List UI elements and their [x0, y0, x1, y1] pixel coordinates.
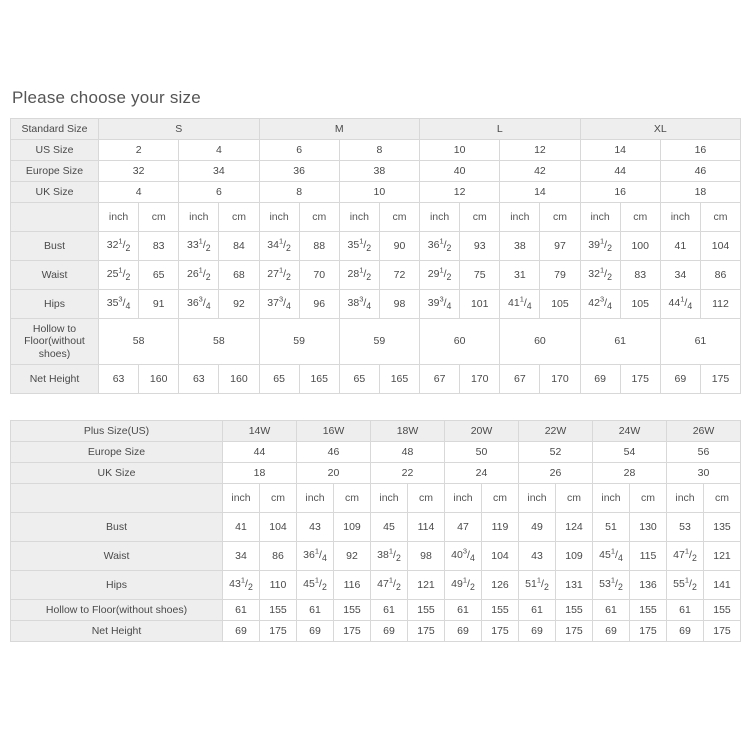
unit-cell: cm [219, 203, 259, 232]
cell: 175 [704, 621, 741, 642]
cell: $35^3/_4$ [99, 290, 139, 319]
cell: 10 [420, 140, 500, 161]
cell: $36^3/_4$ [179, 290, 219, 319]
cell: 26 [519, 463, 593, 484]
cell: 155 [556, 600, 593, 621]
cell: $33^1/_2$ [179, 232, 219, 261]
cell: 141 [704, 571, 741, 600]
cell: 175 [630, 621, 667, 642]
cell: 61 [667, 600, 704, 621]
cell: $38^3/_4$ [339, 290, 379, 319]
row-label-plus-uk-size: UK Size [11, 463, 223, 484]
table-row-hips [11, 290, 741, 319]
cell: 32 [99, 161, 179, 182]
cell: 130 [630, 513, 667, 542]
cell: 155 [334, 600, 371, 621]
table-row-plus-bust [11, 513, 741, 542]
cell: 65 [139, 261, 179, 290]
cell: 12 [420, 182, 500, 203]
cell: 165 [379, 365, 419, 394]
cell: 155 [704, 600, 741, 621]
cell: 6 [179, 182, 259, 203]
cell: 8 [339, 140, 419, 161]
cell: $55^1/_2$ [667, 571, 704, 600]
cell: $40^3/_4$ [445, 542, 482, 571]
cell: 69 [580, 365, 620, 394]
cell: 43 [519, 542, 556, 571]
cell: 63 [99, 365, 139, 394]
cell: 135 [704, 513, 741, 542]
cell: 6 [259, 140, 339, 161]
cell: 175 [700, 365, 740, 394]
cell: 69 [445, 621, 482, 642]
table-row-plus-europe-size [11, 442, 741, 463]
size-group-20w: 20W [445, 421, 519, 442]
table-row-uk-size [11, 182, 741, 203]
unit-cell: inch [519, 484, 556, 513]
unit-cell: inch [259, 203, 299, 232]
cell: 46 [660, 161, 740, 182]
cell: 58 [179, 319, 259, 365]
plus-size-table [10, 420, 741, 642]
cell: 20 [297, 463, 371, 484]
unit-cell: inch [593, 484, 630, 513]
cell: 69 [223, 621, 260, 642]
cell: 61 [223, 600, 260, 621]
cell: 104 [700, 232, 740, 261]
cell: 109 [556, 542, 593, 571]
cell: 104 [482, 542, 519, 571]
cell: 59 [339, 319, 419, 365]
size-group-18w: 18W [371, 421, 445, 442]
cell: 100 [620, 232, 660, 261]
table-row-plus-units [11, 484, 741, 513]
table-row-plus-hollow-to-floor [11, 600, 741, 621]
cell: 92 [219, 290, 259, 319]
cell: 92 [334, 542, 371, 571]
cell: 101 [460, 290, 500, 319]
cell: 91 [139, 290, 179, 319]
cell: 54 [593, 442, 667, 463]
cell: 84 [219, 232, 259, 261]
cell: 34 [223, 542, 260, 571]
cell: 24 [445, 463, 519, 484]
cell: 14 [580, 140, 660, 161]
cell: 121 [704, 542, 741, 571]
cell: 175 [620, 365, 660, 394]
cell: $41^1/_4$ [500, 290, 540, 319]
cell: 61 [445, 600, 482, 621]
unit-cell: inch [223, 484, 260, 513]
cell: 4 [99, 182, 179, 203]
cell: 10 [339, 182, 419, 203]
cell: 65 [339, 365, 379, 394]
cell: 67 [420, 365, 460, 394]
cell: $49^1/_2$ [445, 571, 482, 600]
cell: 83 [139, 232, 179, 261]
cell: $43^1/_2$ [223, 571, 260, 600]
plus-size-table-body [11, 421, 741, 642]
cell: 41 [223, 513, 260, 542]
cell: 124 [556, 513, 593, 542]
cell: $42^3/_4$ [580, 290, 620, 319]
page-title: Please choose your size [12, 88, 201, 107]
unit-cell: inch [580, 203, 620, 232]
cell: 56 [667, 442, 741, 463]
row-label-plus-bust: Bust [11, 513, 223, 542]
cell: 50 [445, 442, 519, 463]
cell: 52 [519, 442, 593, 463]
cell: $47^1/_2$ [667, 542, 704, 571]
cell: 12 [500, 140, 580, 161]
unit-cell: cm [460, 203, 500, 232]
unit-cell: cm [556, 484, 593, 513]
unit-cell: cm [334, 484, 371, 513]
table-row-waist [11, 261, 741, 290]
cell: 36 [259, 161, 339, 182]
cell: 90 [379, 232, 419, 261]
cell: $45^1/_2$ [297, 571, 334, 600]
cell: 175 [408, 621, 445, 642]
cell: 61 [660, 319, 740, 365]
cell: 51 [593, 513, 630, 542]
cell: 60 [500, 319, 580, 365]
cell: $35^1/_2$ [339, 232, 379, 261]
unit-cell: cm [482, 484, 519, 513]
cell: 61 [371, 600, 408, 621]
unit-cell: inch [297, 484, 334, 513]
cell: 136 [630, 571, 667, 600]
cell: 69 [667, 621, 704, 642]
cell: $47^1/_2$ [371, 571, 408, 600]
cell: 93 [460, 232, 500, 261]
cell: 109 [334, 513, 371, 542]
cell: 155 [482, 600, 519, 621]
cell: 34 [179, 161, 259, 182]
unit-cell: inch [500, 203, 540, 232]
table-row-plus-net-height [11, 621, 741, 642]
table-separator [10, 394, 740, 420]
cell: $32^1/_2$ [99, 232, 139, 261]
cell: $38^1/_2$ [371, 542, 408, 571]
cell: 126 [482, 571, 519, 600]
cell: 160 [219, 365, 259, 394]
row-label-units [11, 203, 99, 232]
cell: 155 [260, 600, 297, 621]
unit-cell: cm [630, 484, 667, 513]
cell: 116 [334, 571, 371, 600]
table-row-plus-uk-size [11, 463, 741, 484]
cell: 69 [660, 365, 700, 394]
cell: 8 [259, 182, 339, 203]
cell: $34^1/_2$ [259, 232, 299, 261]
cell: $26^1/_2$ [179, 261, 219, 290]
cell: 63 [179, 365, 219, 394]
table-row-plus-hips [11, 571, 741, 600]
cell: 97 [540, 232, 580, 261]
cell: 112 [700, 290, 740, 319]
row-label-plus-waist: Waist [11, 542, 223, 571]
cell: 53 [667, 513, 704, 542]
cell: 155 [630, 600, 667, 621]
cell: 34 [660, 261, 700, 290]
cell: 165 [299, 365, 339, 394]
cell: 59 [259, 319, 339, 365]
cell: $37^3/_4$ [259, 290, 299, 319]
cell: 44 [223, 442, 297, 463]
cell: 79 [540, 261, 580, 290]
standard-size-table [10, 118, 741, 394]
cell: 61 [593, 600, 630, 621]
size-group-26w: 26W [667, 421, 741, 442]
cell: 22 [371, 463, 445, 484]
cell: 31 [500, 261, 540, 290]
cell: 4 [179, 140, 259, 161]
cell: 49 [519, 513, 556, 542]
table-row-plus-size-groups [11, 421, 741, 442]
row-label-plus-units [11, 484, 223, 513]
cell: 60 [420, 319, 500, 365]
cell: $44^1/_4$ [660, 290, 700, 319]
cell: 42 [500, 161, 580, 182]
cell: 155 [408, 600, 445, 621]
unit-cell: inch [667, 484, 704, 513]
unit-cell: cm [620, 203, 660, 232]
unit-cell: inch [179, 203, 219, 232]
size-group-14w: 14W [223, 421, 297, 442]
corner-label-standard: Standard Size [11, 119, 99, 140]
unit-cell: cm [704, 484, 741, 513]
cell: 58 [99, 319, 179, 365]
row-label-plus-hips: Hips [11, 571, 223, 600]
size-group-s: S [99, 119, 260, 140]
cell: 43 [297, 513, 334, 542]
cell: 18 [660, 182, 740, 203]
cell: 61 [297, 600, 334, 621]
size-group-xl: XL [580, 119, 741, 140]
cell: 170 [540, 365, 580, 394]
cell: 70 [299, 261, 339, 290]
row-label-uk-size: UK Size [11, 182, 99, 203]
cell: $36^1/_2$ [420, 232, 460, 261]
cell: 38 [500, 232, 540, 261]
row-label-plus-net-height: Net Height [11, 621, 223, 642]
cell: 41 [660, 232, 700, 261]
size-group-l: L [420, 119, 581, 140]
cell: 88 [299, 232, 339, 261]
cell: 69 [519, 621, 556, 642]
cell: 98 [379, 290, 419, 319]
standard-size-table-body [11, 119, 741, 394]
cell: 105 [620, 290, 660, 319]
cell: 30 [667, 463, 741, 484]
size-group-16w: 16W [297, 421, 371, 442]
unit-cell: inch [420, 203, 460, 232]
cell: 44 [580, 161, 660, 182]
cell: 48 [371, 442, 445, 463]
cell: 69 [593, 621, 630, 642]
cell: $28^1/_2$ [339, 261, 379, 290]
cell: 110 [260, 571, 297, 600]
size-group-22w: 22W [519, 421, 593, 442]
cell: 47 [445, 513, 482, 542]
cell: 68 [219, 261, 259, 290]
cell: 131 [556, 571, 593, 600]
cell: 45 [371, 513, 408, 542]
cell: 86 [700, 261, 740, 290]
row-label-bust: Bust [11, 232, 99, 261]
corner-label-plus: Plus Size(US) [11, 421, 223, 442]
cell: 46 [297, 442, 371, 463]
cell: 170 [460, 365, 500, 394]
cell: $27^1/_2$ [259, 261, 299, 290]
unit-cell: inch [660, 203, 700, 232]
row-label-hollow-to-floor: Hollow to Floor(without shoes) [11, 319, 99, 365]
cell: $25^1/_2$ [99, 261, 139, 290]
cell: $29^1/_2$ [420, 261, 460, 290]
unit-cell: cm [700, 203, 740, 232]
unit-cell: inch [445, 484, 482, 513]
cell: 38 [339, 161, 419, 182]
size-group-24w: 24W [593, 421, 667, 442]
unit-cell: cm [379, 203, 419, 232]
unit-cell: inch [371, 484, 408, 513]
cell: $51^1/_2$ [519, 571, 556, 600]
size-group-m: M [259, 119, 420, 140]
cell: 67 [500, 365, 540, 394]
unit-cell: cm [139, 203, 179, 232]
cell: $39^3/_4$ [420, 290, 460, 319]
row-label-plus-hollow-to-floor: Hollow to Floor(without shoes) [11, 600, 223, 621]
cell: 72 [379, 261, 419, 290]
row-label-plus-europe-size: Europe Size [11, 442, 223, 463]
table-row-units [11, 203, 741, 232]
cell: 160 [139, 365, 179, 394]
unit-cell: cm [540, 203, 580, 232]
unit-cell: cm [299, 203, 339, 232]
table-row-size-groups [11, 119, 741, 140]
cell: 119 [482, 513, 519, 542]
unit-cell: cm [408, 484, 445, 513]
table-row-europe-size [11, 161, 741, 182]
cell: 96 [299, 290, 339, 319]
cell: 18 [223, 463, 297, 484]
cell: $39^1/_2$ [580, 232, 620, 261]
cell: 105 [540, 290, 580, 319]
unit-cell: cm [260, 484, 297, 513]
cell: 175 [556, 621, 593, 642]
cell: 61 [519, 600, 556, 621]
cell: 16 [660, 140, 740, 161]
row-label-hips: Hips [11, 290, 99, 319]
table-row-plus-waist [11, 542, 741, 571]
table-row-us-size [11, 140, 741, 161]
unit-cell: inch [99, 203, 139, 232]
row-label-europe-size: Europe Size [11, 161, 99, 182]
cell: 69 [297, 621, 334, 642]
cell: $45^1/_4$ [593, 542, 630, 571]
cell: 40 [420, 161, 500, 182]
cell: 121 [408, 571, 445, 600]
row-label-us-size: US Size [11, 140, 99, 161]
cell: 14 [500, 182, 580, 203]
cell: 175 [260, 621, 297, 642]
cell: 65 [259, 365, 299, 394]
cell: $32^1/_2$ [580, 261, 620, 290]
cell: 86 [260, 542, 297, 571]
cell: 16 [580, 182, 660, 203]
table-row-bust [11, 232, 741, 261]
cell: 175 [482, 621, 519, 642]
cell: 61 [580, 319, 660, 365]
cell: 115 [630, 542, 667, 571]
cell: $53^1/_2$ [593, 571, 630, 600]
unit-cell: inch [339, 203, 379, 232]
cell: $36^1/_4$ [297, 542, 334, 571]
cell: 2 [99, 140, 179, 161]
cell: 175 [334, 621, 371, 642]
table-row-net-height [11, 365, 741, 394]
cell: 104 [260, 513, 297, 542]
row-label-net-height: Net Height [11, 365, 99, 394]
cell: 69 [371, 621, 408, 642]
cell: 75 [460, 261, 500, 290]
row-label-waist: Waist [11, 261, 99, 290]
cell: 98 [408, 542, 445, 571]
cell: 28 [593, 463, 667, 484]
table-row-hollow-to-floor [11, 319, 741, 365]
cell: 114 [408, 513, 445, 542]
cell: 83 [620, 261, 660, 290]
